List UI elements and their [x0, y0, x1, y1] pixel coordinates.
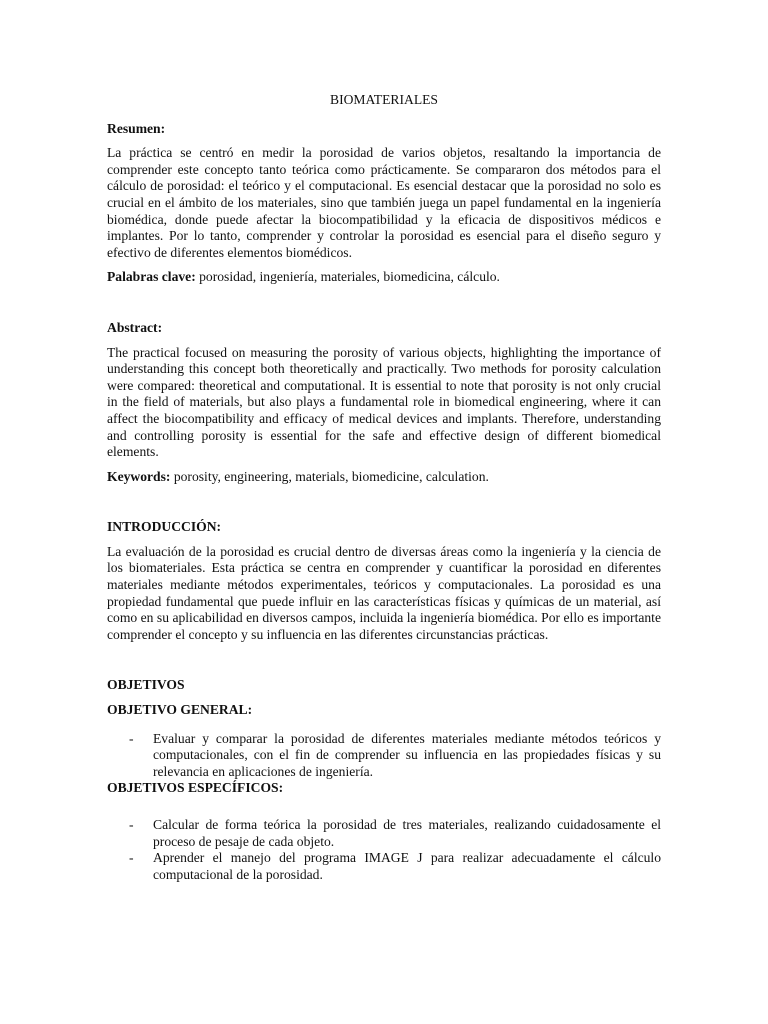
list-item-text: Aprender el manejo del programa IMAGE J para realizar adecuadamente el cálculo computacional de la porosidad. [153, 850, 661, 882]
keywords-line [107, 469, 661, 486]
introduccion-heading: INTRODUCCIÓN: [107, 519, 222, 535]
bullet-dash: - [129, 850, 134, 866]
objetivos-especificos-list [107, 817, 661, 883]
list-item [107, 731, 661, 781]
list-item [107, 817, 661, 850]
resumen-heading: Resumen: [107, 120, 166, 136]
list-item [107, 850, 661, 883]
list-item-text: Evaluar y comparar la porosidad de diferentes materiales mediante métodos teóricos y computacionales, con el fin de comprender su influencia en las propiedades físicas y su relevancia en aplicaciones de ingeniería. [153, 730, 661, 779]
palabras-clave-label: Palabras clave: [107, 269, 196, 285]
objetivo-general-heading: OBJETIVO GENERAL: [107, 702, 253, 718]
bullet-dash: - [129, 730, 134, 746]
bullet-dash: - [129, 817, 134, 832]
objetivos-especificos-heading: OBJETIVOS ESPECÍFICOS: [107, 780, 284, 796]
palabras-clave-text: porosidad, ingeniería, materiales, biomedicina, cálculo. [195, 269, 500, 285]
objetivo-general-list [107, 731, 661, 781]
keywords-label: Keywords: [107, 468, 171, 484]
palabras-clave-line [107, 269, 661, 286]
abstract-body: The practical focused on measuring the porosity of various objects, highlighting the importance of understanding this concept both theoretically and practically. Two methods for porosity calculation were compared: theoretical and computational. It is essential to note that porosity is not only crucial in the field of materials, but also plays a fundamental role in biomedical engineering, where it can affect the biocompatibility and efficacy of medical devices and implants. Therefore, understanding and controlling porosity is essential for the safe and effective design of different biomedical elements. [107, 344, 661, 460]
abstract-heading: Abstract: [107, 319, 163, 335]
document-title: BIOMATERIALES [330, 92, 438, 107]
resumen-body: La práctica se centró en medir la porosidad de varios objetos, resaltando la importancia de comprender este concepto tanto teórica como prácticamente. Se compararon dos métodos para el cálculo de porosidad: el teórico y el computacional. Es esencial destacar que la porosidad no solo es crucial en el ámbito de los materiales, sino que también juega un papel fundamental en la ingeniería biomédica, donde puede afectar la biocompatibilidad y la eficacia de dispositivos médicos e implantes. Por lo tanto, comprender y controlar la porosidad es esencial para el diseño seguro y efectivo de diferentes elementos biomédicos. [107, 145, 661, 260]
introduccion-body: La evaluación de la porosidad es crucial dentro de diversas áreas como la ingeniería y la ciencia de los biomateriales. Esta práctica se centra en comprender y cuantificar la porosidad en diferentes materiales mediante métodos experimentales, teóricos y computacionales. La porosidad es una propiedad fundamental que puede influir en las características físicas y químicas de un material, así como en su aplicabilidad en diversos campos, incluida la ingeniería biomédica. Por ello es importante comprender el concepto y su influencia en las diferentes circunstancias prácticas. [107, 543, 661, 642]
keywords-text: porosity, engineering, materials, biomedicine, calculation. [170, 468, 489, 484]
objetivos-heading: OBJETIVOS [107, 677, 185, 693]
list-item-text: Calcular de forma teórica la porosidad de tres materiales, realizando cuidadosamente el proceso de pesaje de cada objeto. [153, 817, 661, 849]
document-content [107, 92, 661, 883]
